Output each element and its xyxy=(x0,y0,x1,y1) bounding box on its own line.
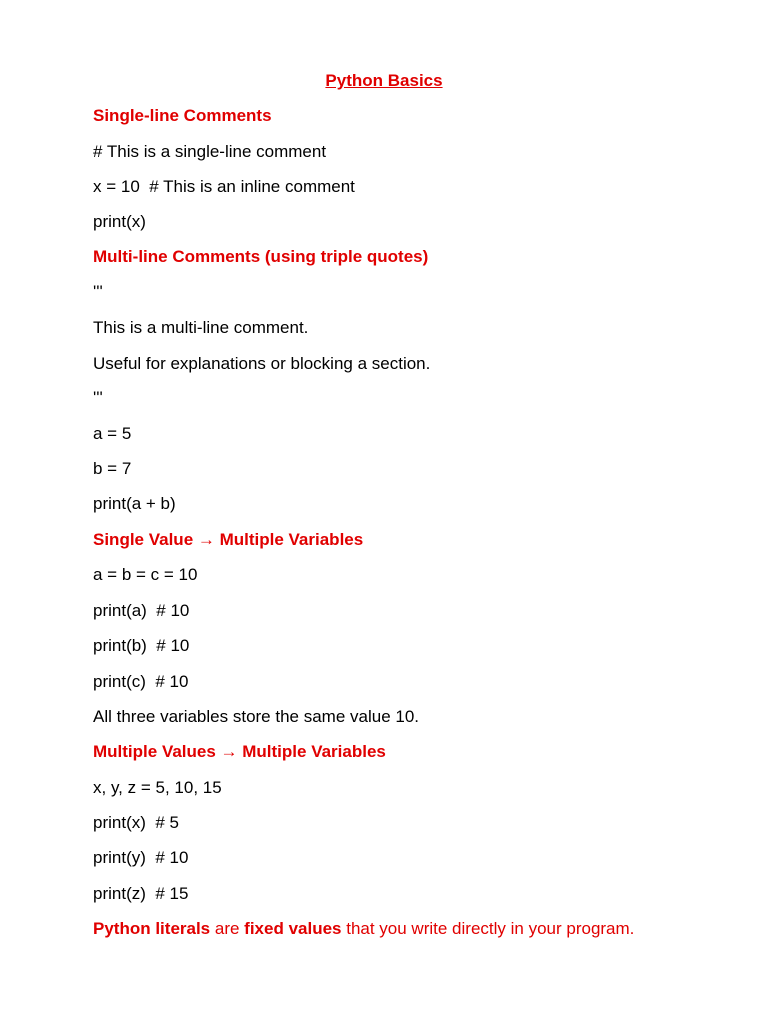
code-line: print(a + b) xyxy=(93,494,176,513)
code-line: print(x) # 5 xyxy=(93,813,179,832)
code-line: print(z) # 15 xyxy=(93,884,189,903)
section-heading-single-line-comments: Single-line Comments xyxy=(93,106,272,125)
literals-term: Python literals xyxy=(93,919,211,938)
code-line: print(c) # 10 xyxy=(93,672,189,691)
section-heading-multiple-values: Multiple Values → Multiple Variables xyxy=(93,742,386,761)
code-line: Useful for explanations or blocking a section. xyxy=(93,354,431,373)
code-line: print(a) # 10 xyxy=(93,601,190,620)
code-line: This is a multi-line comment. xyxy=(93,318,309,337)
section-heading-multi-line-comments: Multi-line Comments (using triple quotes) xyxy=(93,247,429,266)
code-line: b = 7 xyxy=(93,459,132,478)
code-line: print(b) # 10 xyxy=(93,636,190,655)
fixed-values-term: fixed values xyxy=(244,919,342,938)
literals-rest: that you write directly in your program. xyxy=(341,919,635,938)
code-line: print(y) # 10 xyxy=(93,848,189,867)
code-line: a = 5 xyxy=(93,424,132,443)
code-line: print(x) xyxy=(93,212,146,231)
code-line: ''' xyxy=(93,282,103,301)
section-heading-single-value: Single Value → Multiple Variables xyxy=(93,530,364,549)
code-line: x = 10 # This is an inline comment xyxy=(93,177,355,196)
code-line: x, y, z = 5, 10, 15 xyxy=(93,778,222,797)
code-line: a = b = c = 10 xyxy=(93,565,198,584)
body-text: All three variables store the same value 10. xyxy=(93,707,420,726)
document-title: Python Basics xyxy=(325,71,443,90)
literals-connector: are xyxy=(210,919,245,938)
literals-paragraph xyxy=(93,916,653,942)
code-line: # This is a single-line comment xyxy=(93,142,327,161)
code-line: ''' xyxy=(93,388,103,407)
